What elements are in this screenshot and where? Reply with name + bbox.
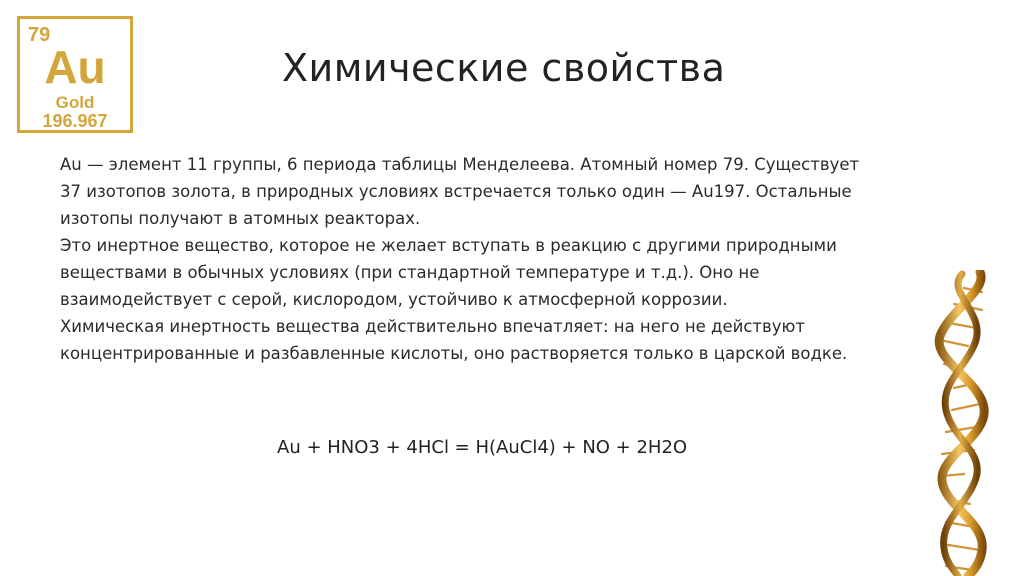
atomic-number: 79 <box>28 24 51 46</box>
element-symbol: Au <box>44 41 106 93</box>
gold-element-tile <box>17 16 133 133</box>
dna-helix-image <box>910 270 1006 576</box>
body-text <box>60 151 880 367</box>
chemical-equation: Au + HNO3 + 4HCl = H(AuCl4) + NO + 2H2O <box>277 437 688 458</box>
atomic-mass: 196.967 <box>42 111 108 131</box>
element-name: Gold <box>55 93 95 112</box>
paragraph-inertness: Это инертное вещество, которое не желает вступать в реакцию с другими природными веществами в обычных условиях (при стандартной температуре и т.д.). Оно не взаимодействует с серой, кислородом, устойчиво к атмосферной коррозии. <box>60 236 837 309</box>
paragraph-isotopes: Au — элемент 11 группы, 6 периода таблицы Менделеева. Атомный номер 79. Существует 37 изотопов золота, в природных условиях встречается только один — Au197. Остальные изотопы получают в атомных реакторах. <box>60 155 860 228</box>
slide-title: Химические свойства <box>282 46 726 90</box>
paragraph-acids: Химическая инертность вещества действительно впечатляет: на него не действуют концентрированные и разбавленные кислоты, оно растворяется только в царской водке. <box>60 317 848 363</box>
